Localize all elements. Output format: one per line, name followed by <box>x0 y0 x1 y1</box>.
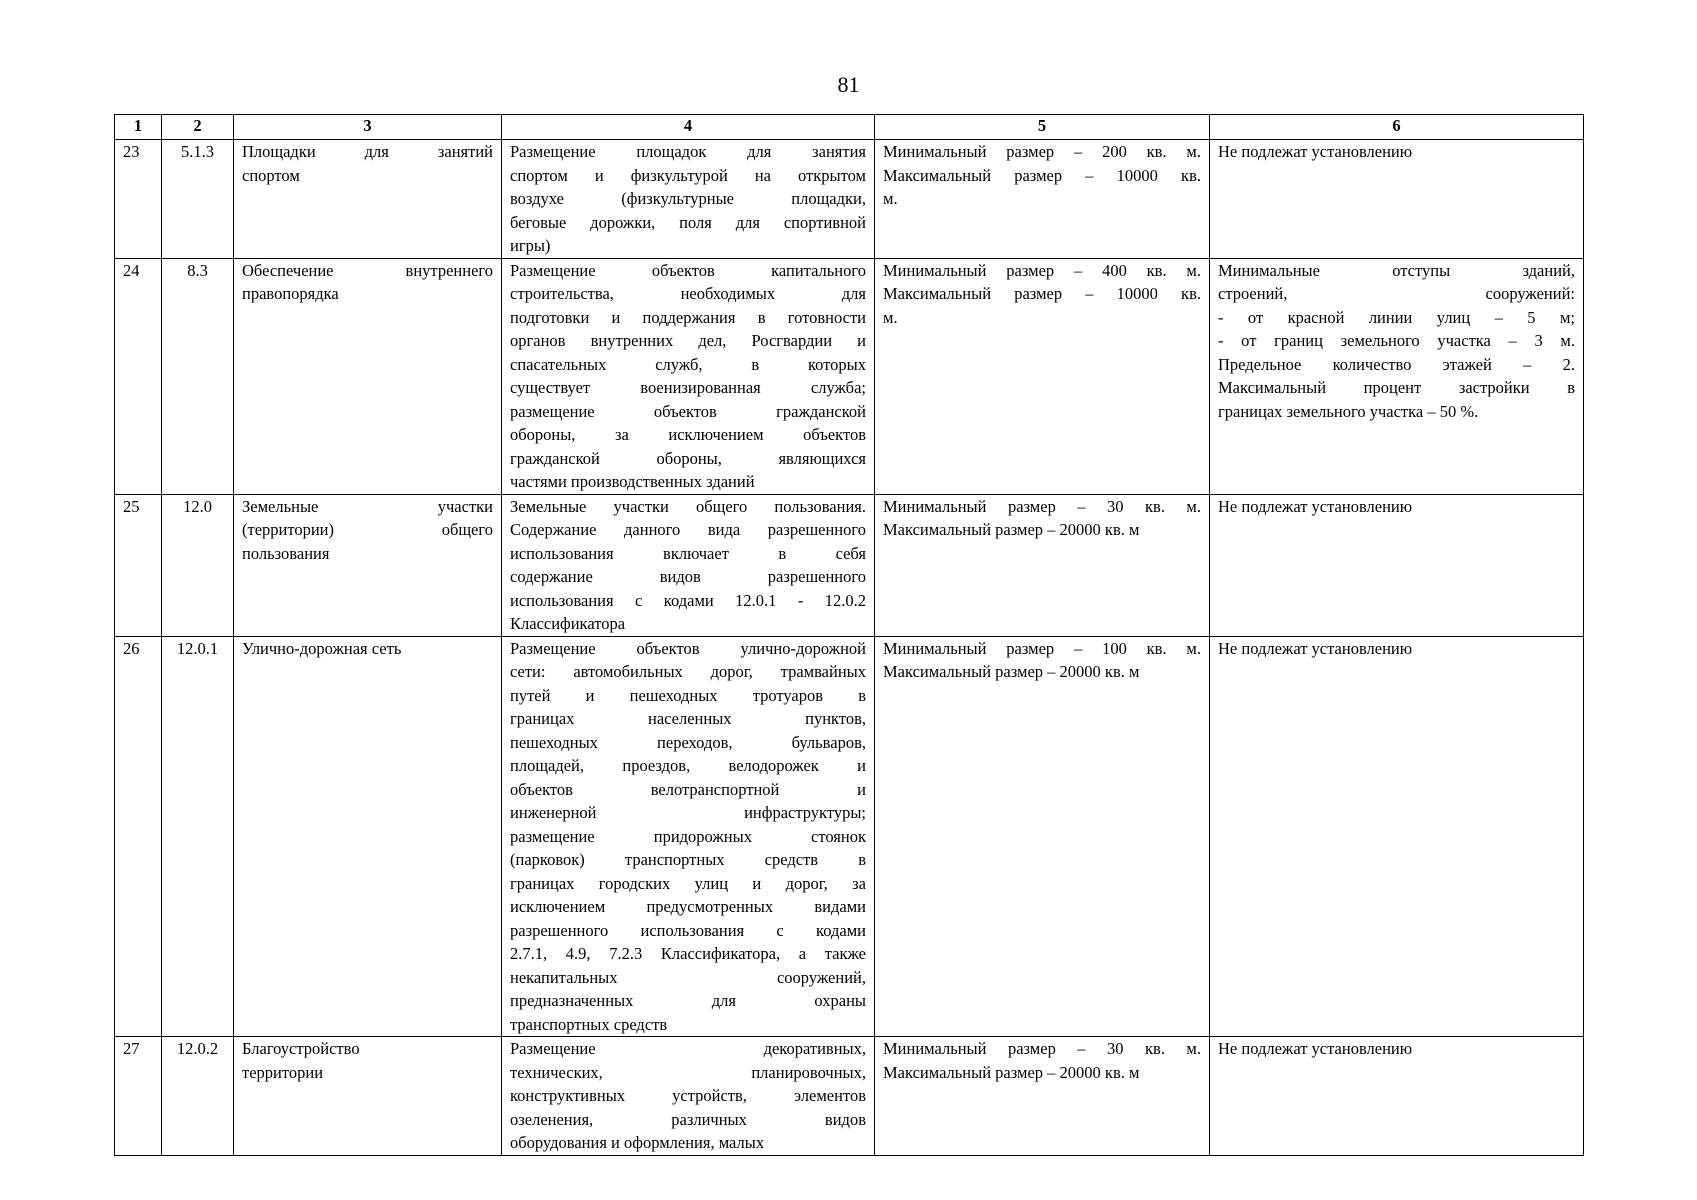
cell-text-line: Не подлежат установлению <box>1218 1039 1413 1058</box>
cell-text-line: спортом <box>242 165 300 185</box>
cell-text-line: строительства, необходимых для <box>510 284 866 303</box>
cell-text-line: Размещение декоративных, <box>510 1039 866 1058</box>
column-header: 3 <box>234 115 502 140</box>
cell-text-line: Содержание данного вида разрешенного <box>510 520 866 539</box>
row-number-cell: 27 <box>115 1037 162 1156</box>
cell-text-line: строений, сооружений: <box>1218 284 1575 303</box>
cell-text-line: Не подлежат установлению <box>1218 638 1413 658</box>
row-number-cell: 24 <box>115 258 162 494</box>
column-header: 1 <box>115 115 162 140</box>
building-params-cell <box>1210 494 1584 636</box>
row-number-cell: 26 <box>115 636 162 1037</box>
cell-text-line: Размещение площадок для занятия <box>510 142 866 161</box>
cell-text-line: (парковок) транспортных средств в <box>510 850 866 869</box>
cell-text-line: Земельные участки <box>242 496 493 516</box>
cell-text-line: органов внутренних дел, Росгвардии и <box>510 331 866 350</box>
column-header: 5 <box>875 115 1210 140</box>
cell-text-line: Максимальный размер – 10000 кв. <box>883 165 1201 185</box>
use-name-cell <box>234 636 502 1037</box>
cell-text-line: границах земельного участка – 50 %. <box>1218 401 1479 421</box>
use-description-cell <box>502 636 875 1037</box>
cell-text-line: Обеспечение внутреннего <box>242 260 493 280</box>
cell-text-line: Максимальный размер – 20000 кв. м <box>883 662 1140 681</box>
cell-text-line: Благоустройство <box>242 1039 360 1058</box>
use-name-cell <box>234 140 502 259</box>
cell-text-line: существует военизированная служба; <box>510 378 866 397</box>
cell-text-line: подготовки и поддержания в готовности <box>510 307 866 327</box>
cell-text-line: конструктивных устройств, элементов <box>510 1086 866 1105</box>
cell-text-line: Минимальные отступы зданий, <box>1218 260 1575 280</box>
cell-text-line: обороны, за исключением объектов <box>510 425 866 444</box>
cell-text-line: Не подлежат установлению <box>1218 496 1413 516</box>
use-description-cell <box>502 494 875 636</box>
cell-text-line: инженерной инфраструктуры; <box>510 803 866 822</box>
code-cell: 12.0.1 <box>162 636 234 1037</box>
cell-text-line: пешеходных переходов, бульваров, <box>510 732 866 752</box>
use-description-cell <box>502 258 875 494</box>
cell-text-line: размещение объектов гражданской <box>510 401 866 421</box>
cell-text-line: Площадки для занятий <box>242 142 493 161</box>
column-header: 2 <box>162 115 234 140</box>
cell-text-line: предназначенных для охраны <box>510 991 866 1010</box>
cell-text-line: площадей, проездов, велодорожек и <box>510 756 866 775</box>
cell-text-line: использования включает в себя <box>510 543 866 563</box>
plot-size-cell <box>875 494 1210 636</box>
use-name-cell <box>234 494 502 636</box>
use-description-cell <box>502 140 875 259</box>
cell-text-line: - от границ земельного участка – 3 м. <box>1218 331 1575 350</box>
cell-text-line: Максимальный процент застройки в <box>1218 378 1575 397</box>
code-cell: 12.0.2 <box>162 1037 234 1156</box>
cell-text-line: оборудования и оформления, малых <box>510 1133 765 1152</box>
cell-text-line: размещение придорожных стоянок <box>510 826 866 846</box>
code-cell: 12.0 <box>162 494 234 636</box>
use-name-cell <box>234 258 502 494</box>
cell-text-line: озеленения, различных видов <box>510 1109 866 1129</box>
cell-text-line: Размещение объектов капитального <box>510 260 866 280</box>
building-params-cell <box>1210 636 1584 1037</box>
cell-text-line: Земельные участки общего пользования. <box>510 496 866 516</box>
plot-size-cell <box>875 140 1210 259</box>
cell-text-line: Максимальный размер – 20000 кв. м <box>883 520 1140 539</box>
cell-text-line: пользования <box>242 543 330 563</box>
use-name-cell <box>234 1037 502 1156</box>
cell-text-line: (территории) общего <box>242 520 493 539</box>
table-row <box>115 258 1584 494</box>
cell-text-line: Минимальный размер – 30 кв. м. <box>883 496 1201 516</box>
cell-text-line: исключением предусмотренных видами <box>510 897 866 916</box>
cell-text-line: путей и пешеходных тротуаров в <box>510 685 866 705</box>
cell-text-line: разрешенного использования с кодами <box>510 920 866 940</box>
cell-text-line: Минимальный размер – 30 кв. м. <box>883 1039 1201 1058</box>
cell-text-line: гражданской обороны, являющихся <box>510 448 866 468</box>
cell-text-line: м. <box>883 307 898 327</box>
page-number: 81 <box>837 72 860 97</box>
regulations-table <box>114 114 1584 1156</box>
column-header: 4 <box>502 115 875 140</box>
cell-text-line: сети: автомобильных дорог, трамвайных <box>510 662 866 681</box>
cell-text-line: Улично-дорожная сеть <box>242 638 402 658</box>
cell-text-line: Максимальный размер – 10000 кв. <box>883 284 1201 303</box>
building-params-cell <box>1210 140 1584 259</box>
plot-size-cell <box>875 258 1210 494</box>
plot-size-cell <box>875 1037 1210 1156</box>
row-number-cell: 25 <box>115 494 162 636</box>
table-header-row <box>115 115 1584 140</box>
cell-text-line: территории <box>242 1062 324 1082</box>
cell-text-line: содержание видов разрешенного <box>510 567 866 586</box>
table-row <box>115 140 1584 259</box>
table-row <box>115 1037 1584 1156</box>
cell-text-line: объектов велотранспортной и <box>510 779 866 799</box>
cell-text-line: Размещение объектов улично-дорожной <box>510 638 866 658</box>
code-cell: 8.3 <box>162 258 234 494</box>
plot-size-cell <box>875 636 1210 1037</box>
table-row <box>115 494 1584 636</box>
cell-text-line: Минимальный размер – 400 кв. м. <box>883 260 1201 280</box>
cell-text-line: - от красной линии улиц – 5 м; <box>1218 307 1575 327</box>
cell-text-line: частями производственных зданий <box>510 472 755 491</box>
cell-text-line: технических, планировочных, <box>510 1062 866 1082</box>
cell-text-line: транспортных средств <box>510 1014 668 1034</box>
cell-text-line: Предельное количество этажей – 2. <box>1218 354 1575 374</box>
building-params-cell <box>1210 258 1584 494</box>
cell-text-line: границах населенных пунктов, <box>510 709 866 728</box>
cell-text-line: Минимальный размер – 200 кв. м. <box>883 142 1201 161</box>
table-row <box>115 636 1584 1037</box>
cell-text-line: правопорядка <box>242 284 339 303</box>
cell-text-line: спасательных служб, в которых <box>510 354 866 374</box>
cell-text-line: Не подлежат установлению <box>1218 142 1413 161</box>
code-cell: 5.1.3 <box>162 140 234 259</box>
cell-text-line: границах городских улиц и дорог, за <box>510 873 866 893</box>
cell-text-line: спортом и физкультурой на открытом <box>510 165 866 185</box>
column-header: 6 <box>1210 115 1584 140</box>
cell-text-line: Минимальный размер – 100 кв. м. <box>883 638 1201 658</box>
cell-text-line: некапитальных сооружений, <box>510 967 866 987</box>
cell-text-line: Максимальный размер – 20000 кв. м <box>883 1062 1140 1082</box>
cell-text-line: м. <box>883 189 898 208</box>
cell-text-line: Классификатора <box>510 614 626 633</box>
cell-text-line: 2.7.1, 4.9, 7.2.3 Классификатора, а также <box>510 944 866 963</box>
cell-text-line: воздухе (физкультурные площадки, <box>510 189 866 208</box>
use-description-cell <box>502 1037 875 1156</box>
row-number-cell: 23 <box>115 140 162 259</box>
cell-text-line: использования с кодами 12.0.1 - 12.0.2 <box>510 590 866 610</box>
building-params-cell <box>1210 1037 1584 1156</box>
cell-text-line: беговые дорожки, поля для спортивной <box>510 212 866 232</box>
cell-text-line: игры) <box>510 236 551 255</box>
